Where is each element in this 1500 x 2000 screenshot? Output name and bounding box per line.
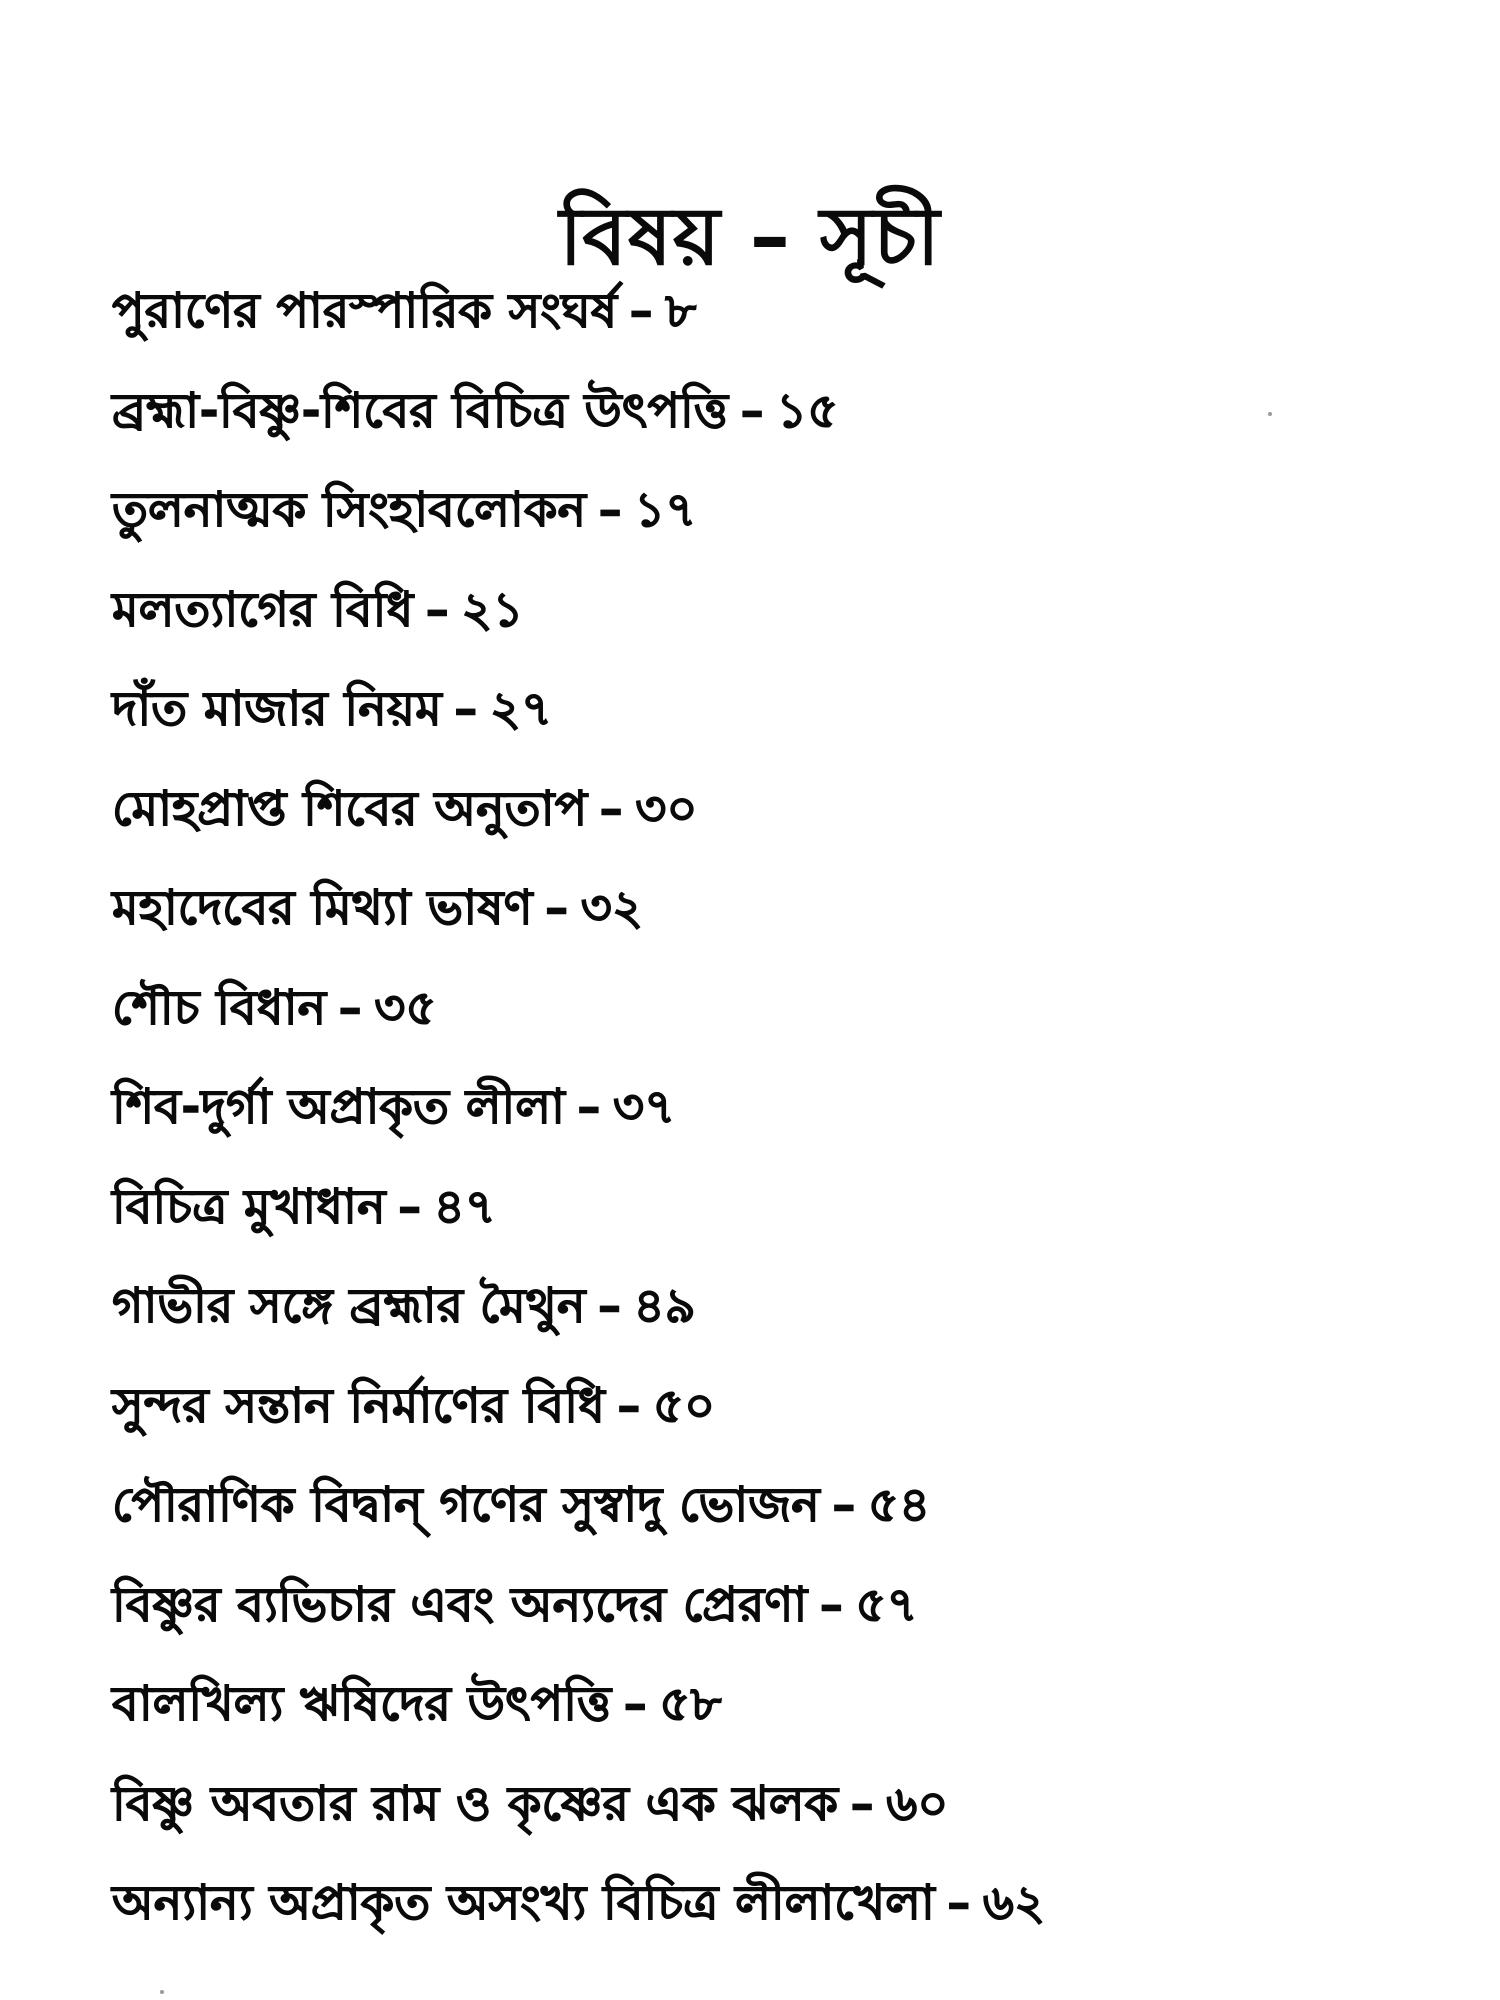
- toc-entry-separator: –: [831, 1477, 856, 1533]
- toc-entry: [112, 362, 1452, 462]
- toc-entry-page-number: ৫৭: [855, 1576, 918, 1633]
- toc-entry-title: শৌচ বিধান: [112, 979, 327, 1036]
- toc-entry-separator: –: [599, 780, 624, 837]
- toc-entry: [112, 760, 1452, 860]
- toc-entry-page-number: ২১: [461, 581, 524, 638]
- toc-entry: [112, 461, 1452, 561]
- toc-entry-title: মহাদেবের মিথ্যা ভাষণ: [112, 880, 533, 936]
- toc-entry-separator: –: [629, 283, 654, 339]
- toc-entry-title: গাভীর সঙ্গে ব্রহ্মার মৈথুন: [112, 1278, 586, 1334]
- toc-entry: [112, 1556, 1452, 1656]
- toc-entry-separator: –: [597, 1278, 622, 1334]
- toc-entry-page-number: ৪৭: [433, 1178, 496, 1235]
- toc-entry-page-number: ৫০: [652, 1377, 716, 1434]
- toc-entry-page-number: ১৫: [776, 382, 839, 439]
- toc-entry: [112, 1257, 1452, 1357]
- toc-entry-separator: –: [544, 880, 569, 936]
- toc-entry-page-number: ২৭: [489, 681, 553, 737]
- toc-entry-title: বিষ্ণুর ব্যভিচার এবং অন্যদের প্রেরণা: [112, 1576, 808, 1633]
- toc-entry-title: ব্রহ্মা-বিষ্ণু-শিবের বিচিত্র উৎপত্তি: [112, 382, 729, 439]
- toc-entry-page-number: ৩৭: [612, 1079, 676, 1135]
- toc-entry-separator: –: [453, 681, 478, 737]
- scan-speck: [160, 1990, 164, 1994]
- toc-entry: [112, 1854, 1452, 1954]
- toc-entry-page-number: ১৭: [634, 482, 697, 538]
- toc-entry-title: মলত্যাগের বিধি: [112, 581, 414, 638]
- toc-entry: [112, 262, 1452, 362]
- toc-entry-title: মোহপ্রাপ্ত শিবের অনুতাপ: [112, 780, 588, 837]
- toc-entry-title: সুন্দর সন্তান নির্মাণের বিধি: [112, 1377, 605, 1434]
- toc-entry-title: পুরাণের পারস্পারিক সংঘর্ষ: [112, 283, 618, 339]
- toc-entry-title: বিচিত্র মুখাধান: [112, 1178, 386, 1235]
- toc-entry-separator: –: [576, 1079, 601, 1135]
- toc-entry: [112, 1655, 1452, 1755]
- toc-entry-page-number: ৩৫: [374, 979, 437, 1036]
- toc-entry-title: বিষ্ণু অবতার রাম ও কৃষ্ণের এক ঝলক: [112, 1775, 839, 1832]
- toc-entry-title: তুলনাত্মক সিংহাবলোকন: [112, 482, 587, 538]
- toc-entry-page-number: ৫৮: [659, 1676, 722, 1732]
- toc-entry-page-number: ৫৪: [867, 1477, 931, 1533]
- toc-entry: [112, 959, 1452, 1059]
- toc-entry: [112, 1357, 1452, 1457]
- toc-entry-title: পৌরাণিক বিদ্বান্ গণের সুস্বাদু ভোজন: [112, 1477, 820, 1533]
- page-title: বিষয় – সূচী: [559, 189, 941, 283]
- toc-entry-separator: –: [819, 1576, 844, 1633]
- toc-entry: [112, 1456, 1452, 1556]
- toc-entry: [112, 859, 1452, 959]
- toc-entry-separator: –: [850, 1775, 875, 1832]
- toc-entry-page-number: ৩০: [635, 780, 698, 837]
- toc-entry: [112, 660, 1452, 760]
- toc-entry-separator: –: [598, 482, 623, 538]
- toc-entry-separator: –: [397, 1178, 422, 1235]
- toc-entry-separator: –: [946, 1875, 971, 1931]
- toc-entry: [112, 561, 1452, 661]
- toc-entry: [112, 1058, 1452, 1158]
- toc-entry: [112, 1158, 1452, 1258]
- toc-entry: [112, 1755, 1452, 1855]
- toc-entry-separator: –: [616, 1377, 641, 1434]
- toc-entry-separator: –: [740, 382, 765, 439]
- scan-speck: [1268, 412, 1272, 416]
- toc-entry-separator: –: [338, 979, 363, 1036]
- toc-entry-title: বালখিল্য ঋষিদের উৎপত্তি: [112, 1676, 612, 1732]
- toc-entry-page-number: ৬২: [982, 1875, 1046, 1931]
- toc-entry-title: শিব-দুর্গা অপ্রাকৃত লীলা: [112, 1079, 565, 1135]
- toc-entry-page-number: ৮: [665, 283, 697, 339]
- toc-entry-page-number: ৪৯: [633, 1278, 696, 1334]
- toc-entry-page-number: ৩২: [580, 880, 644, 936]
- toc-entry-separator: –: [425, 581, 450, 638]
- table-of-contents: [112, 262, 1452, 1954]
- toc-entry-title: দাঁত মাজার নিয়ম: [112, 681, 442, 737]
- toc-entry-separator: –: [623, 1676, 648, 1732]
- toc-entry-page-number: ৬০: [886, 1775, 949, 1832]
- toc-entry-title: অন্যান্য অপ্রাকৃত অসংখ্য বিচিত্র লীলাখেলা: [112, 1875, 935, 1931]
